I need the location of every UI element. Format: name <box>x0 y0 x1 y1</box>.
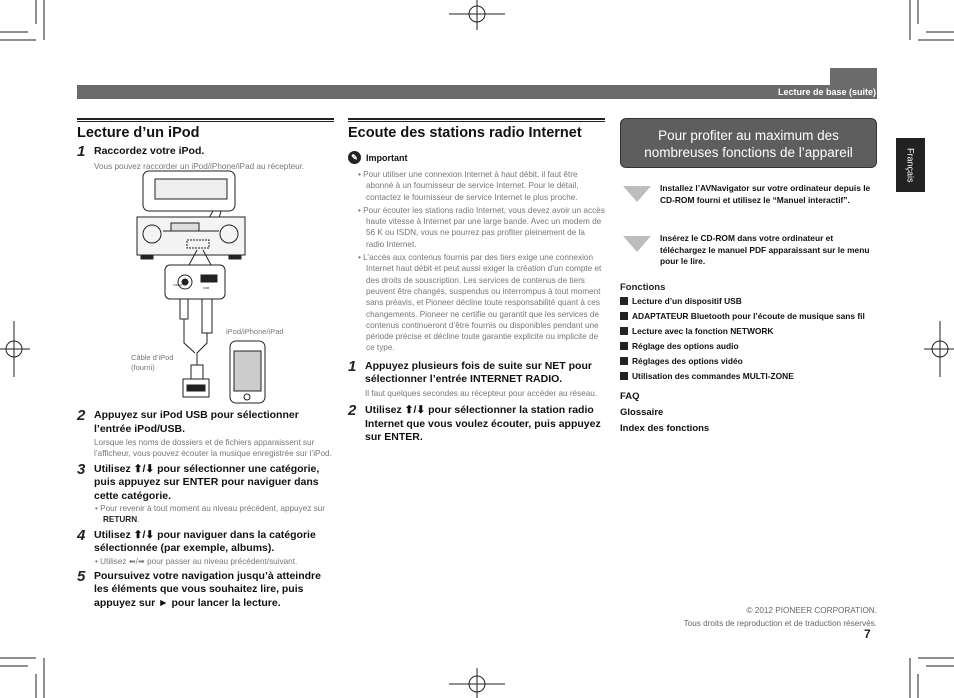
title-rule <box>348 118 605 122</box>
step-bullet: • Pour revenir à tout moment au niveau précédent, appuyez sur RETURN. <box>95 504 325 525</box>
section-heading: Ecoute des stations radio Internet <box>348 125 582 141</box>
important-icon: ✎ <box>348 151 361 164</box>
instruction-avnavigator: Installez l’AVNavigator sur votre ordinateur depuis le CD-ROM fourni et utilisez le “Manuel interactif”. <box>660 183 871 205</box>
radio-step-1: 1 Appuyez plusieurs fois de suite sur NET pour sélectionner l’entrée INTERNET RADIO. <box>348 357 592 386</box>
step-bullet: • Utilisez ⬅/➡ pour passer au niveau précédent/suivant. <box>95 556 298 566</box>
step-2: 2 Appuyez sur iPod USB pour sélectionner l’entrée iPod/USB. <box>77 407 299 435</box>
instruction-pdf: Insérez le CD-ROM dans votre ordinateur et téléchargez le manuel PDF apparaissant sur le menu pour le lire. <box>660 233 870 266</box>
glossary-link[interactable]: Glossaire <box>620 407 664 418</box>
square-bullet-icon <box>620 372 628 380</box>
page-number: 7 <box>864 627 871 641</box>
title-rule <box>77 118 334 122</box>
step-body: Lorsque les noms de dossiers et de fichiers apparaissent sur l’afficheur, vous pouvez écouter la musique enregistrée sur l’iPod. <box>94 438 332 459</box>
features-banner: Pour profiter au maximum des nombreuses fonctions de l’appareil <box>620 118 877 168</box>
video-label: VIDEO <box>173 283 183 287</box>
function-link[interactable]: Lecture d’un dispositif USB <box>620 296 878 307</box>
important-item: • Pour écouter les stations radio Internet, vous devez avoir un accès haute vitesse à Internet par une large bande. Avec un modem de 56 K ou ISDN, vous ne pourrez pas profiter pleinement de la radio Internet. <box>358 205 605 249</box>
device-label: iPod/iPhone/iPad <box>226 327 284 336</box>
important-list <box>348 169 605 354</box>
triangle-icon <box>623 186 651 202</box>
square-bullet-icon <box>620 342 628 350</box>
step-body: Vous pouvez raccorder un iPod/iPhone/iPad au récepteur. <box>94 161 305 171</box>
internet-radio-section <box>348 118 605 445</box>
section-heading: Lecture d’un iPod <box>77 125 200 141</box>
functions-title: Fonctions <box>620 282 666 293</box>
important-note: ✎ Important <box>348 151 605 164</box>
function-link[interactable]: Utilisation des commandes MULTI-ZONE <box>620 371 878 382</box>
square-bullet-icon <box>620 297 628 305</box>
triangle-icon <box>623 236 651 252</box>
step-4: 4 Utilisez ⬆/⬇ pour naviguer dans la catégorie sélectionnée (par exemple, albums). <box>77 526 316 555</box>
step-3: 3 Utilisez ⬆/⬇ pour sélectionner une catégorie, puis appuyez sur ENTER pour naviguer dans cette catégorie. <box>77 460 320 502</box>
language-tab: Français <box>896 138 925 192</box>
step-1: 1 Raccordez votre iPod. <box>77 143 205 160</box>
important-item: • Pour utiliser une connexion Internet à haut débit, il faut être abonné à un fournisseur de service Internet. Pour le détail, contactez le fournisseur de service Internet le plus proche. <box>358 170 579 202</box>
header-bar <box>77 85 877 99</box>
radio-step-2: 2 Utilisez ⬆/⬇ pour sélectionner la station radio Internet que vous voulez écouter, puis appuyez sur ENTER. <box>348 402 601 444</box>
ipod-steps <box>77 409 334 610</box>
ipod-section <box>77 118 334 172</box>
square-bullet-icon <box>620 312 628 320</box>
section-title: Lecture de base (suite) <box>777 87 876 97</box>
function-link[interactable]: Lecture avec la fonction NETWORK <box>620 326 878 337</box>
functions-list <box>620 282 878 434</box>
faq-link[interactable]: FAQ <box>620 391 640 402</box>
usb-label: USB <box>203 286 210 290</box>
step-5: 5 Poursuivez votre navigation jusqu’à atteindre les éléments que vous souhaitez lire, puis appuyez sur ► pour lancer la lecture. <box>77 567 321 609</box>
square-bullet-icon <box>620 357 628 365</box>
rights-notice: Tous droits de reproduction et de traduction réservés. <box>683 619 877 628</box>
function-link[interactable]: ADAPTATEUR Bluetooth pour l’écoute de musique sans fil <box>620 311 878 322</box>
step-body: Il faut quelques secondes au récepteur pour accéder au réseau. <box>365 388 598 398</box>
index-link[interactable]: Index des fonctions <box>620 423 710 434</box>
function-link[interactable]: Réglages des options vidéo <box>620 356 878 367</box>
square-bullet-icon <box>620 327 628 335</box>
important-item: • L’accès aux contenus fournis par des tiers exige une connexion Internet haut débit et peut aussi exiger la création d’un compte et des droits de souscription. Les services de contenus de tiers peuvent être changés, suspendus ou interrompus à tout moment sans préavis, et Pioneer décline toute responsabilité quant à ces changements. Pioneer ne certifie ou garantit que les services de contenus continueront d’être fournis ou disponibles pendant une période précise et décline toute garantie explicite ou implicite de ce type. <box>358 253 602 353</box>
header-tab <box>830 68 877 86</box>
cable-label: Câble d’iPod (fourni) <box>131 353 174 372</box>
function-link[interactable]: Réglage des options audio <box>620 341 878 352</box>
copyright: © 2012 PIONEER CORPORATION. <box>746 606 877 615</box>
